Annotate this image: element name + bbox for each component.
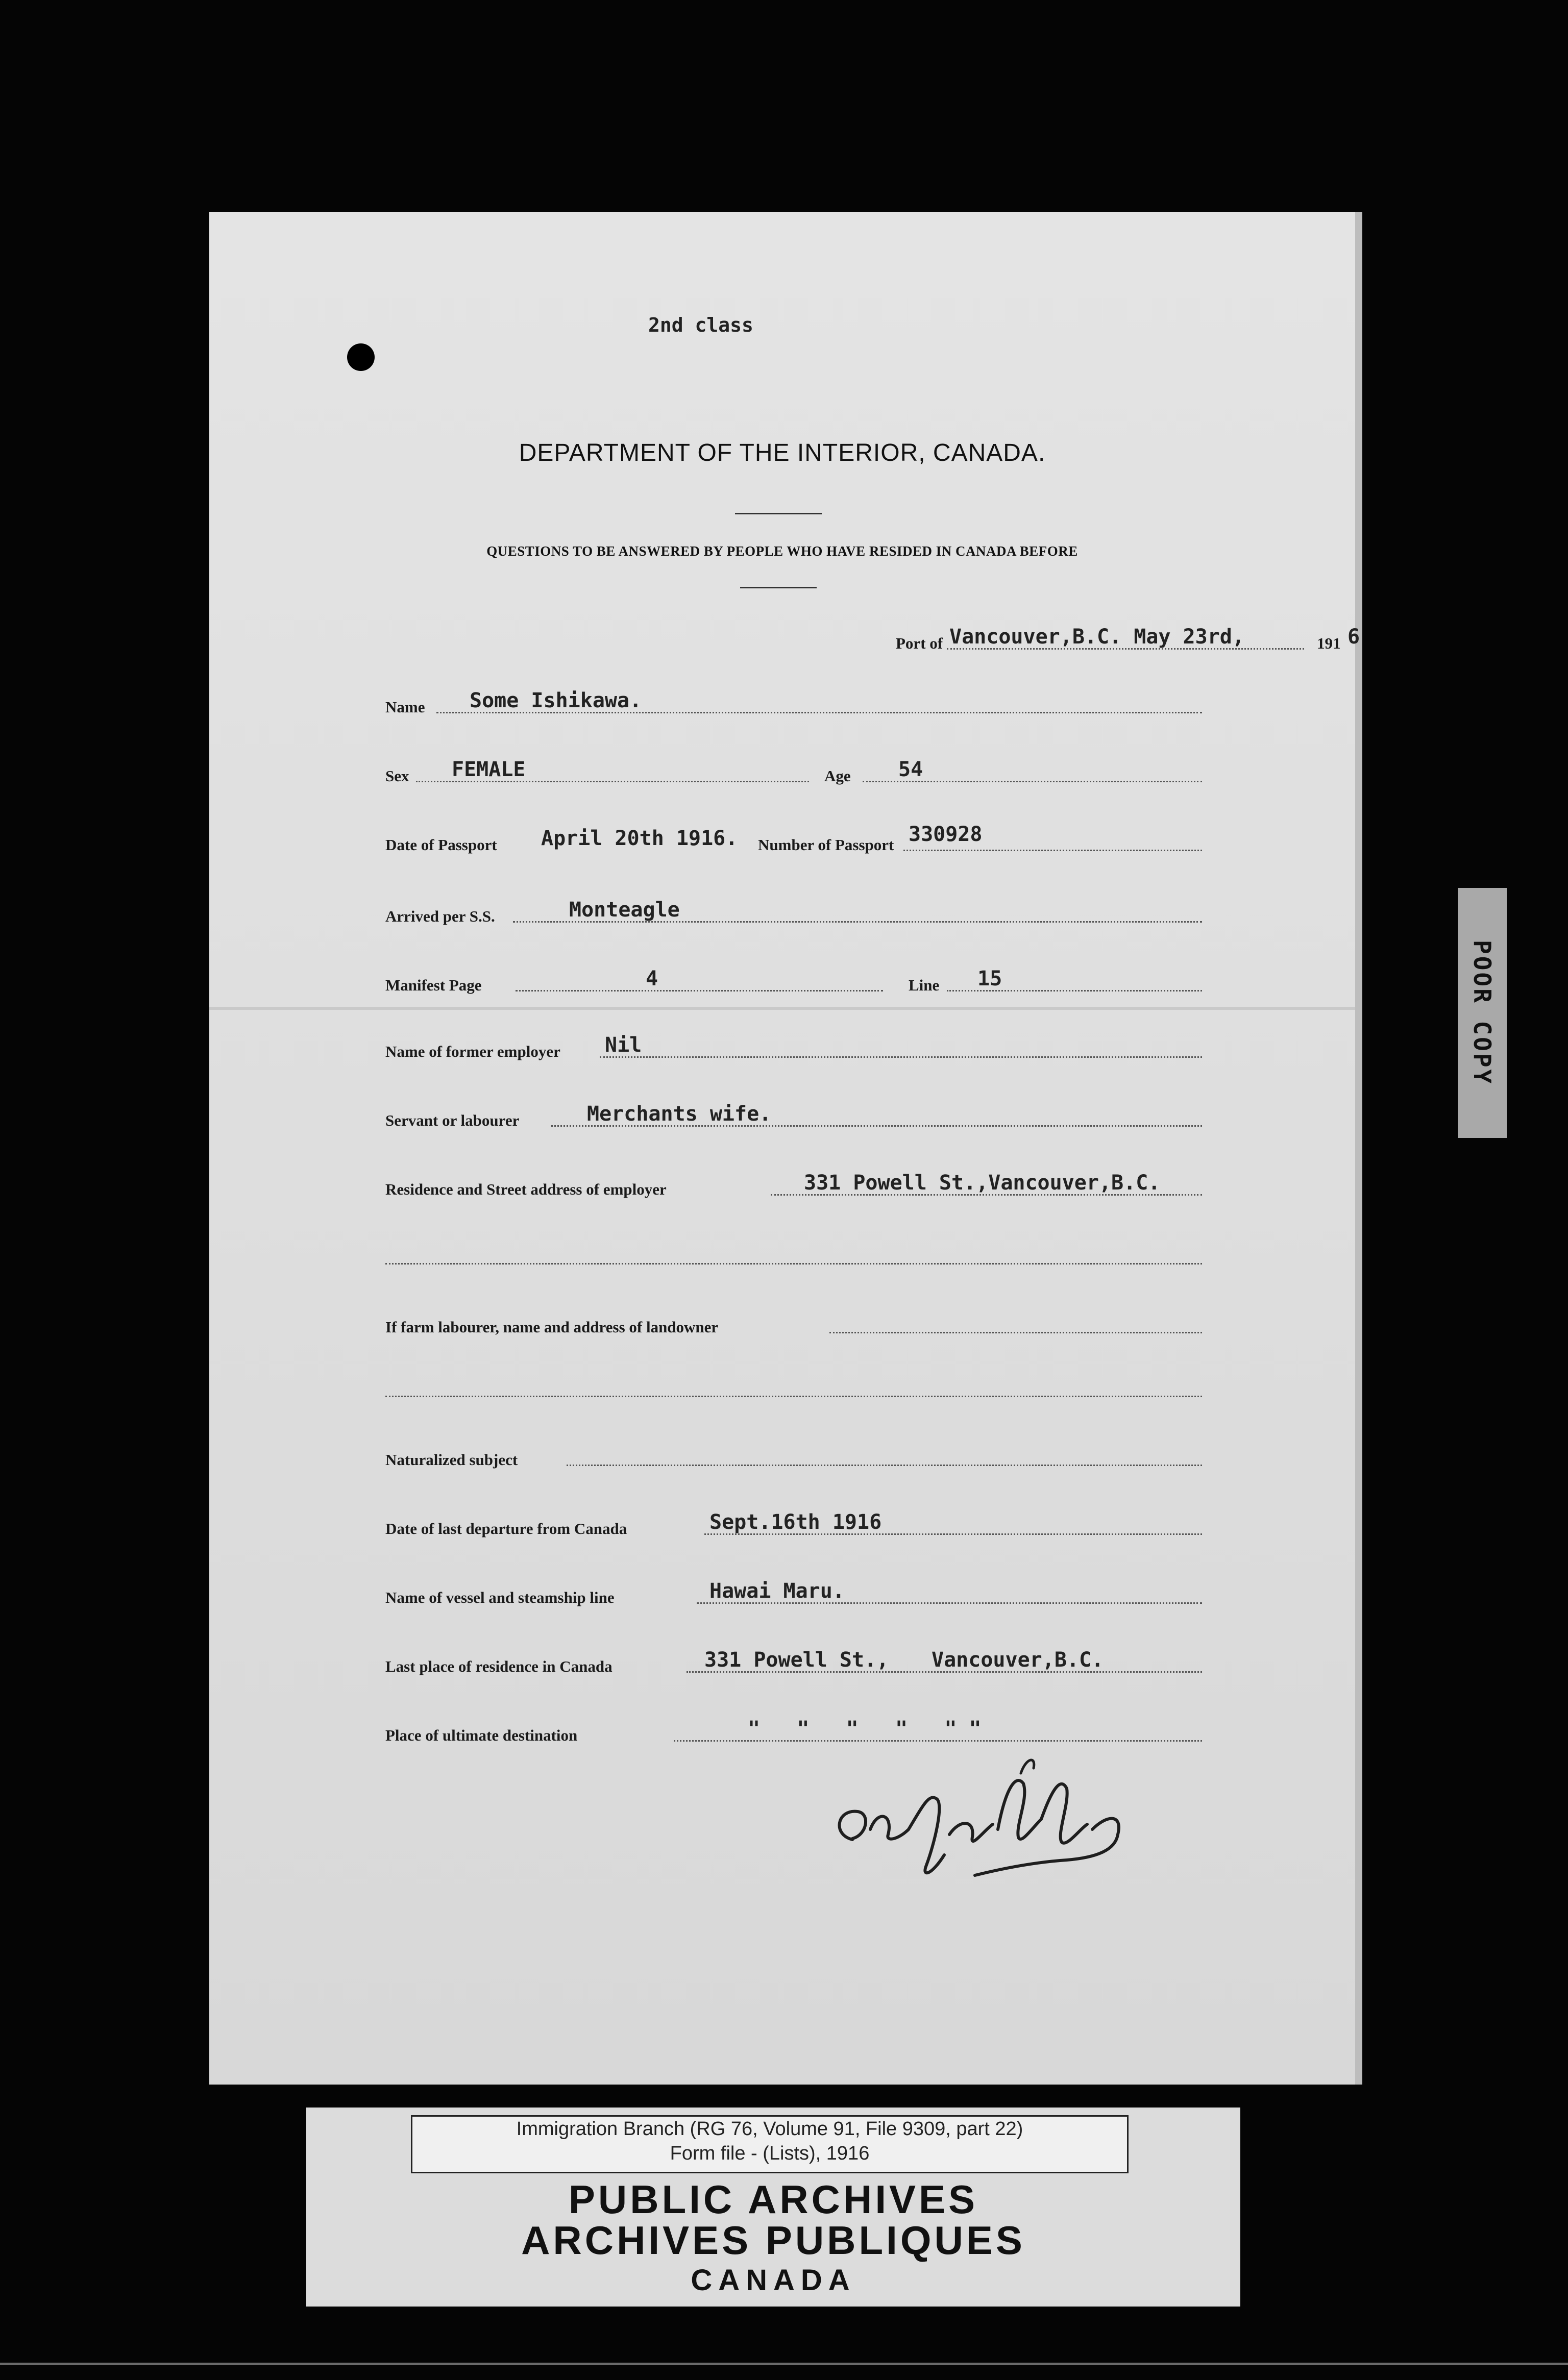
sex-age-row — [385, 758, 1202, 788]
naturalized-label: Naturalized subject — [385, 1451, 518, 1469]
manifest-value: 4 — [646, 967, 658, 990]
destination-row — [385, 1717, 1202, 1748]
departure-value: Sept.16th 1916 — [709, 1510, 882, 1534]
signature — [822, 1753, 1179, 1891]
sex-value: FEMALE — [452, 758, 526, 781]
naturalized-line — [567, 1465, 1202, 1466]
departure-row — [385, 1510, 1202, 1541]
destination-label: Place of ultimate destination — [385, 1726, 578, 1744]
servant-value: Merchants wife. — [587, 1102, 772, 1126]
questions-heading: QUESTIONS TO BE ANSWERED BY PEOPLE WHO HAVE RESIDED IN CANADA BEFORE — [486, 543, 1078, 559]
residence-continuation-line — [385, 1263, 1202, 1265]
name-row — [385, 689, 1202, 720]
residence-row — [385, 1171, 1202, 1202]
line-label: Line — [909, 976, 940, 994]
farm-label: If farm labourer, name and address of landowner — [385, 1318, 719, 1336]
last-residence-street: 331 Powell St., — [704, 1648, 889, 1672]
passport-date-value: April 20th 1916. — [541, 827, 738, 850]
punch-hole — [347, 343, 375, 371]
servant-label: Servant or labourer — [385, 1111, 520, 1129]
reference-line-1: Immigration Branch (RG 76, Volume 91, File 9309, part 22) — [516, 2118, 1023, 2140]
arrived-row — [385, 898, 1202, 929]
year-prefix: 191 — [1317, 634, 1341, 652]
age-value: 54 — [898, 758, 923, 781]
vessel-label: Name of vessel and steamship line — [385, 1589, 615, 1606]
year-suffix: 6 — [1348, 625, 1360, 649]
residence-value: 331 Powell St.,Vancouver,B.C. — [804, 1171, 1161, 1195]
port-label: Port of — [896, 634, 943, 652]
archive-name-en: PUBLIC ARCHIVES — [568, 2177, 978, 2222]
divider — [740, 587, 817, 588]
class-label: 2nd class — [648, 314, 753, 336]
manifest-label: Manifest Page — [385, 976, 482, 994]
departure-label: Date of last departure from Canada — [385, 1520, 627, 1538]
farm-row — [385, 1309, 1202, 1340]
last-residence-city: Vancouver,B.C. — [932, 1648, 1104, 1672]
department-title: DEPARTMENT OF THE INTERIOR, CANADA. — [519, 439, 1046, 466]
name-label: Name — [385, 698, 425, 716]
employer-line — [600, 1056, 1202, 1058]
vessel-row — [385, 1579, 1202, 1610]
manifest-line — [516, 990, 883, 991]
arrived-value: Monteagle — [569, 898, 680, 922]
poor-copy-stamp — [1458, 888, 1507, 1138]
archive-country: CANADA — [691, 2264, 856, 2297]
archive-name-fr: ARCHIVES PUBLIQUES — [521, 2218, 1025, 2263]
destination-value: " " " " " " — [748, 1717, 982, 1741]
passport-date-label: Date of Passport — [385, 836, 497, 854]
archive-label — [306, 2108, 1240, 2307]
sex-label: Sex — [385, 767, 409, 785]
last-residence-label: Last place of residence in Canada — [385, 1657, 612, 1675]
manifest-row — [385, 967, 1202, 998]
port-value: Vancouver,B.C. May 23rd, — [949, 625, 1244, 649]
farm-continuation-row — [385, 1373, 1202, 1403]
divider — [735, 513, 822, 514]
age-label: Age — [824, 767, 851, 785]
fold-crease — [209, 1007, 1355, 1010]
passport-number-line — [903, 850, 1202, 851]
form-sheet — [209, 212, 1362, 2085]
last-residence-row — [385, 1648, 1202, 1679]
residence-continuation-row — [385, 1240, 1202, 1271]
employer-value: Nil — [605, 1033, 642, 1057]
line-value: 15 — [977, 967, 1002, 990]
employer-label: Name of former employer — [385, 1043, 560, 1060]
arrived-label: Arrived per S.S. — [385, 907, 495, 925]
servant-row — [385, 1102, 1202, 1133]
employer-row — [385, 1033, 1202, 1064]
vessel-value: Hawai Maru. — [709, 1579, 845, 1603]
passport-number-value: 330928 — [909, 823, 983, 846]
reference-box — [411, 2115, 1129, 2173]
passport-row — [385, 823, 1202, 857]
port-row — [385, 625, 1360, 656]
farm-continuation-line — [385, 1396, 1202, 1397]
name-value: Some Ishikawa. — [470, 689, 642, 712]
film-edge — [0, 2363, 1568, 2365]
naturalized-row — [385, 1442, 1202, 1472]
farm-line — [829, 1332, 1202, 1333]
reference-line-2: Form file - (Lists), 1916 — [670, 2143, 870, 2164]
passport-number-label: Number of Passport — [758, 836, 894, 854]
stamp-text: POOR COPY — [1468, 940, 1496, 1086]
residence-label: Residence and Street address of employer — [385, 1180, 667, 1198]
